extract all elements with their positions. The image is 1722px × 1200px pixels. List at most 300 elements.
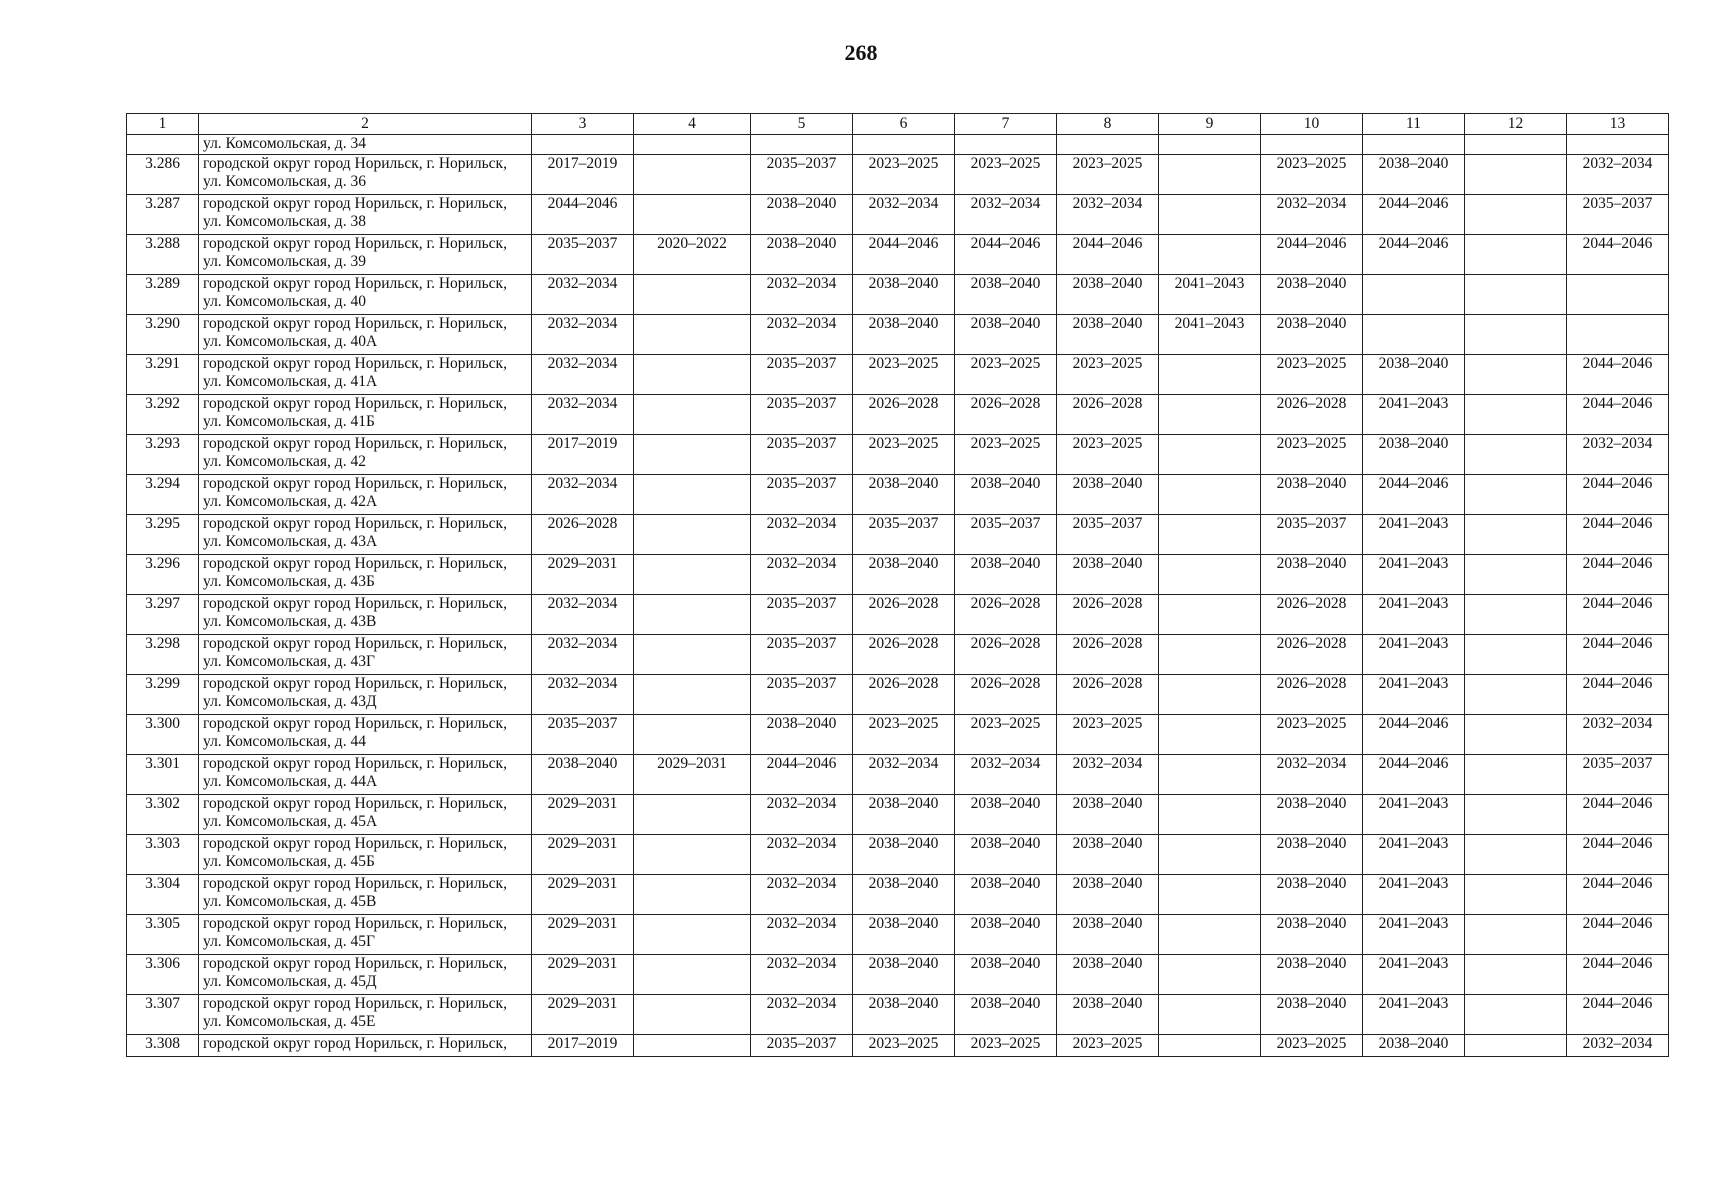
cell-address [199, 835, 532, 875]
table-row [127, 835, 1669, 875]
cell-num: 3.289 [127, 275, 199, 315]
cell-c4 [634, 315, 751, 355]
cell-c4 [634, 1035, 751, 1057]
cell-c13: 2032–2034 [1567, 1035, 1669, 1057]
cell-c10: 2026–2028 [1261, 395, 1363, 435]
column-header: 11 [1363, 114, 1465, 135]
cell-address [199, 355, 532, 395]
cell-c9 [1159, 235, 1261, 275]
cell-c7: 2038–2040 [955, 275, 1057, 315]
table-row [127, 315, 1669, 355]
cell-c10: 2023–2025 [1261, 355, 1363, 395]
cell-c13: 2044–2046 [1567, 235, 1669, 275]
cell-c5: 2035–2037 [751, 595, 853, 635]
cell-num: 3.302 [127, 795, 199, 835]
address-line-2: ул. Комсомольская, д. 44 [203, 733, 366, 750]
cell-c11: 2041–2043 [1363, 835, 1465, 875]
cell-c12 [1465, 715, 1567, 755]
table-row [127, 155, 1669, 195]
page-number: 268 [844, 40, 878, 65]
cell-c4 [634, 675, 751, 715]
cell-c8: 2038–2040 [1057, 475, 1159, 515]
cell-c4 [634, 795, 751, 835]
cell-c12 [1465, 875, 1567, 915]
cell-address [199, 755, 532, 795]
cell-c13: 2044–2046 [1567, 395, 1669, 435]
address-line-2: ул. Комсомольская, д. 43В [203, 613, 377, 630]
cell-c8: 2035–2037 [1057, 515, 1159, 555]
cell-c11: 2041–2043 [1363, 915, 1465, 955]
cell-c9 [1159, 675, 1261, 715]
cell-c7: 2038–2040 [955, 915, 1057, 955]
table-row [127, 435, 1669, 475]
cell-c9 [1159, 355, 1261, 395]
cell-c8: 2038–2040 [1057, 875, 1159, 915]
cell-c11: 2044–2046 [1363, 755, 1465, 795]
cell-c6: 2026–2028 [853, 395, 955, 435]
cell-c8: 2026–2028 [1057, 675, 1159, 715]
cell-c7: 2026–2028 [955, 395, 1057, 435]
column-header: 12 [1465, 114, 1567, 135]
address-line-2: ул. Комсомольская, д. 45В [203, 893, 377, 910]
address-line-1: городской округ город Норильск, г. Норильск, [203, 1035, 507, 1052]
cell-c12 [1465, 795, 1567, 835]
cell-c10: 2038–2040 [1261, 795, 1363, 835]
cell-c6: 2038–2040 [853, 995, 955, 1035]
cell-address [199, 155, 532, 195]
cell-c12 [1465, 675, 1567, 715]
cell-c10: 2023–2025 [1261, 155, 1363, 195]
cell-c5: 2032–2034 [751, 955, 853, 995]
address-line-2: ул. Комсомольская, д. 41Б [203, 413, 375, 430]
cell-c12 [1465, 235, 1567, 275]
cell-c7: 2038–2040 [955, 955, 1057, 995]
cell-c13: 2044–2046 [1567, 875, 1669, 915]
table-row [127, 995, 1669, 1035]
cell-c12 [1465, 955, 1567, 995]
cell-address [199, 515, 532, 555]
cell-c6: 2038–2040 [853, 915, 955, 955]
cell-c5: 2035–2037 [751, 355, 853, 395]
cell-c13: 2044–2046 [1567, 515, 1669, 555]
cell-c12 [1465, 315, 1567, 355]
table-row [127, 635, 1669, 675]
cell-address [199, 395, 532, 435]
cell-c7: 2026–2028 [955, 635, 1057, 675]
cell-c11: 2041–2043 [1363, 555, 1465, 595]
cell-c7: 2038–2040 [955, 875, 1057, 915]
cell-num: 3.303 [127, 835, 199, 875]
cell-c6: 2044–2046 [853, 235, 955, 275]
cell-c3: 2032–2034 [532, 475, 634, 515]
cell-num: 3.300 [127, 715, 199, 755]
address-line-2: ул. Комсомольская, д. 44А [203, 773, 378, 790]
cell-c3: 2029–2031 [532, 955, 634, 995]
cell-c8: 2038–2040 [1057, 955, 1159, 995]
cell-c13: 2044–2046 [1567, 835, 1669, 875]
cell-c6: 2032–2034 [853, 195, 955, 235]
cell-c6: 2038–2040 [853, 795, 955, 835]
cell-c3: 2029–2031 [532, 795, 634, 835]
cell-c11: 2041–2043 [1363, 635, 1465, 675]
address-line-1: городской округ город Норильск, г. Норильск, [203, 835, 507, 852]
cell-c3: 2026–2028 [532, 515, 634, 555]
cell-c4 [634, 435, 751, 475]
cell-c7: 2038–2040 [955, 315, 1057, 355]
address-line-1: городской округ город Норильск, г. Норильск, [203, 235, 507, 252]
address-line-2: ул. Комсомольская, д. 43Г [203, 653, 375, 670]
column-header: 2 [199, 114, 532, 135]
cell-c3: 2029–2031 [532, 555, 634, 595]
cell-c10: 2038–2040 [1261, 475, 1363, 515]
cell-c10: 2023–2025 [1261, 715, 1363, 755]
cell-c10: 2038–2040 [1261, 555, 1363, 595]
cell-address [199, 795, 532, 835]
cell-c10: 2038–2040 [1261, 875, 1363, 915]
cell-c11 [1363, 275, 1465, 315]
cell-c5: 2035–2037 [751, 675, 853, 715]
cell-num: 3.287 [127, 195, 199, 235]
cell-c10: 2032–2034 [1261, 755, 1363, 795]
table-row [127, 555, 1669, 595]
cell-c10: 2032–2034 [1261, 195, 1363, 235]
cell-c12 [1465, 835, 1567, 875]
cell-c10: 2026–2028 [1261, 595, 1363, 635]
cell-c5: 2032–2034 [751, 835, 853, 875]
cell-c9 [1159, 1035, 1261, 1057]
cell-c8: 2038–2040 [1057, 315, 1159, 355]
cell-address [199, 315, 532, 355]
address-line-2: ул. Комсомольская, д. 40 [203, 293, 366, 310]
cell-c13 [1567, 315, 1669, 355]
cell-c6: 2038–2040 [853, 475, 955, 515]
cell-c9 [1159, 435, 1261, 475]
cell-c12 [1465, 515, 1567, 555]
cell-c11: 2041–2043 [1363, 955, 1465, 995]
address-line-1: городской округ город Норильск, г. Норильск, [203, 155, 507, 172]
cell-c12 [1465, 475, 1567, 515]
address-line-2: ул. Комсомольская, д. 43Д [203, 693, 377, 710]
cell-address: ул. Комсомольская, д. 34 [199, 135, 532, 155]
cell-c10: 2044–2046 [1261, 235, 1363, 275]
table-row [127, 515, 1669, 555]
cell-c8: 2023–2025 [1057, 435, 1159, 475]
address-line-2: ул. Комсомольская, д. 45Е [203, 1013, 376, 1030]
data-table [126, 113, 1669, 1057]
cell-c5: 2032–2034 [751, 275, 853, 315]
table-row [127, 875, 1669, 915]
column-header: 6 [853, 114, 955, 135]
cell-c5: 2038–2040 [751, 195, 853, 235]
column-header: 1 [127, 114, 199, 135]
cell-c9 [1159, 595, 1261, 635]
column-header: 8 [1057, 114, 1159, 135]
cell-c5: 2035–2037 [751, 1035, 853, 1057]
address-line-2: ул. Комсомольская, д. 42А [203, 493, 378, 510]
table-row [127, 395, 1669, 435]
address-line-1: городской округ город Норильск, г. Норильск, [203, 795, 507, 812]
cell-c12 [1465, 155, 1567, 195]
cell-c4 [634, 395, 751, 435]
cell-c8: 2038–2040 [1057, 995, 1159, 1035]
cell-num: 3.298 [127, 635, 199, 675]
address-line-1: городской округ город Норильск, г. Норильск, [203, 955, 507, 972]
cell-c6: 2023–2025 [853, 715, 955, 755]
cell-c7: 2038–2040 [955, 995, 1057, 1035]
cell-address [199, 915, 532, 955]
address-line-1: городской округ город Норильск, г. Норильск, [203, 915, 507, 932]
cell-c5: 2035–2037 [751, 435, 853, 475]
address-line-1: городской округ город Норильск, г. Норильск, [203, 515, 507, 532]
cell-c6: 2038–2040 [853, 555, 955, 595]
address-line-1: городской округ город Норильск, г. Норильск, [203, 875, 507, 892]
cell-c9: 2041–2043 [1159, 315, 1261, 355]
cell-c13: 2044–2046 [1567, 355, 1669, 395]
cell-c11: 2041–2043 [1363, 995, 1465, 1035]
cell-num: 3.295 [127, 515, 199, 555]
address-line-1: городской округ город Норильск, г. Норильск, [203, 275, 507, 292]
table-row [127, 355, 1669, 395]
cell-c8: 2038–2040 [1057, 275, 1159, 315]
cell-c3: 2029–2031 [532, 915, 634, 955]
cell-c3: 2032–2034 [532, 675, 634, 715]
cell-num [127, 135, 199, 155]
cell-c3: 2032–2034 [532, 635, 634, 675]
cell-c6: 2026–2028 [853, 595, 955, 635]
cell-c6: 2023–2025 [853, 155, 955, 195]
cell-c10: 2023–2025 [1261, 1035, 1363, 1057]
cell-c9 [1159, 515, 1261, 555]
table-row [127, 475, 1669, 515]
cell-c6: 2023–2025 [853, 355, 955, 395]
cell-c4 [634, 995, 751, 1035]
cell-c4 [634, 475, 751, 515]
cell-c4 [634, 635, 751, 675]
cell-c4 [634, 835, 751, 875]
cell-c12 [1465, 435, 1567, 475]
cell-c12 [1465, 275, 1567, 315]
address-line-2: ул. Комсомольская, д. 41А [203, 373, 378, 390]
cell-address [199, 275, 532, 315]
cell-c4 [634, 515, 751, 555]
cell-num: 3.304 [127, 875, 199, 915]
table-row [127, 715, 1669, 755]
cell-c12 [1465, 635, 1567, 675]
column-header: 3 [532, 114, 634, 135]
cell-c7: 2023–2025 [955, 715, 1057, 755]
cell-c13: 2032–2034 [1567, 435, 1669, 475]
cell-c4 [634, 195, 751, 235]
table-row [127, 1035, 1669, 1057]
cell-c7: 2035–2037 [955, 515, 1057, 555]
cell-c7: 2023–2025 [955, 155, 1057, 195]
cell-c7: 2038–2040 [955, 835, 1057, 875]
column-header: 7 [955, 114, 1057, 135]
cell-num: 3.306 [127, 955, 199, 995]
cell-c8: 2044–2046 [1057, 235, 1159, 275]
cell-c13: 2044–2046 [1567, 675, 1669, 715]
cell-c8: 2038–2040 [1057, 835, 1159, 875]
cell-c3: 2029–2031 [532, 995, 634, 1035]
address-line-1: городской округ город Норильск, г. Норильск, [203, 675, 507, 692]
cell-c13: 2044–2046 [1567, 795, 1669, 835]
cell-c6: 2038–2040 [853, 955, 955, 995]
address-line-1: городской округ город Норильск, г. Норильск, [203, 715, 507, 732]
address-line-1: городской округ город Норильск, г. Норильск, [203, 395, 507, 412]
cell-c3: 2017–2019 [532, 1035, 634, 1057]
column-header: 9 [1159, 114, 1261, 135]
cell-num: 3.291 [127, 355, 199, 395]
cell-c9 [1159, 795, 1261, 835]
cell-c5: 2038–2040 [751, 235, 853, 275]
cell-c6: 2038–2040 [853, 315, 955, 355]
cell-c5: 2035–2037 [751, 155, 853, 195]
cell-c11: 2044–2046 [1363, 475, 1465, 515]
cell-c4 [634, 355, 751, 395]
cell-c5: 2032–2034 [751, 555, 853, 595]
address-line-1: городской округ город Норильск, г. Норильск, [203, 995, 507, 1012]
cell-c9 [1159, 875, 1261, 915]
column-header: 13 [1567, 114, 1669, 135]
table-row [127, 955, 1669, 995]
cell-c3: 2017–2019 [532, 155, 634, 195]
cell-c6: 2026–2028 [853, 675, 955, 715]
header-row [127, 114, 1669, 135]
cell-c11: 2044–2046 [1363, 195, 1465, 235]
cell-c6: 2026–2028 [853, 635, 955, 675]
cell-c9 [1159, 555, 1261, 595]
address-line-2: ул. Комсомольская, д. 45Г [203, 933, 375, 950]
cell-c12 [1465, 1035, 1567, 1057]
cell-c13: 2044–2046 [1567, 595, 1669, 635]
cell-address [199, 995, 532, 1035]
cell-c7: 2032–2034 [955, 195, 1057, 235]
cell-c10: 2026–2028 [1261, 635, 1363, 675]
cell-c9 [1159, 955, 1261, 995]
cell-c7: 2038–2040 [955, 475, 1057, 515]
table-row [127, 675, 1669, 715]
cell-num: 3.292 [127, 395, 199, 435]
address-line-2: ул. Комсомольская, д. 43А [203, 533, 378, 550]
address-line-1: городской округ город Норильск, г. Норильск, [203, 355, 507, 372]
cell-c5: 2032–2034 [751, 915, 853, 955]
cell-c4 [634, 715, 751, 755]
address-line-1: городской округ город Норильск, г. Норильск, [203, 635, 507, 652]
cell-c7: 2023–2025 [955, 1035, 1057, 1057]
cell-c3: 2032–2034 [532, 595, 634, 635]
cell-c8: 2032–2034 [1057, 755, 1159, 795]
cell-c9 [1159, 755, 1261, 795]
cell-c12 [1465, 595, 1567, 635]
cell-c4 [634, 915, 751, 955]
cell-c3: 2044–2046 [532, 195, 634, 235]
cell-c7: 2032–2034 [955, 755, 1057, 795]
cell-c3: 2032–2034 [532, 315, 634, 355]
cell-c9 [1159, 395, 1261, 435]
cell-c5: 2044–2046 [751, 755, 853, 795]
cell-num: 3.301 [127, 755, 199, 795]
cell-c13: 2032–2034 [1567, 155, 1669, 195]
cell-num: 3.307 [127, 995, 199, 1035]
cell-c11: 2038–2040 [1363, 155, 1465, 195]
cell-c6: 2023–2025 [853, 1035, 955, 1057]
cell-address [199, 875, 532, 915]
cell-c9 [1159, 475, 1261, 515]
cell-c7: 2038–2040 [955, 555, 1057, 595]
cell-c13: 2044–2046 [1567, 915, 1669, 955]
cell-address [199, 235, 532, 275]
cell-c8: 2023–2025 [1057, 715, 1159, 755]
cell-c5: 2035–2037 [751, 395, 853, 435]
cell-num: 3.286 [127, 155, 199, 195]
cell-c4: 2020–2022 [634, 235, 751, 275]
cell-c3: 2035–2037 [532, 715, 634, 755]
cell-c6: 2038–2040 [853, 875, 955, 915]
cell-c4 [634, 555, 751, 595]
cell-c5: 2032–2034 [751, 875, 853, 915]
address-line-1: городской округ город Норильск, г. Норильск, [203, 755, 507, 772]
cell-address [199, 475, 532, 515]
cell-c12 [1465, 755, 1567, 795]
cell-c13: 2032–2034 [1567, 715, 1669, 755]
cell-c4 [634, 955, 751, 995]
cell-c13: 2035–2037 [1567, 195, 1669, 235]
cell-c11: 2038–2040 [1363, 355, 1465, 395]
cell-c4: 2029–2031 [634, 755, 751, 795]
cell-c7: 2026–2028 [955, 595, 1057, 635]
cell-c10: 2035–2037 [1261, 515, 1363, 555]
cell-address [199, 675, 532, 715]
table-row [127, 595, 1669, 635]
cell-c6: 2023–2025 [853, 435, 955, 475]
cell-c11: 2041–2043 [1363, 875, 1465, 915]
table-row [127, 235, 1669, 275]
cell-c10: 2038–2040 [1261, 315, 1363, 355]
cell-c3: 2032–2034 [532, 395, 634, 435]
cell-c8: 2026–2028 [1057, 395, 1159, 435]
cell-c8: 2032–2034 [1057, 195, 1159, 235]
cell-c9 [1159, 995, 1261, 1035]
cell-c12 [1465, 915, 1567, 955]
cell-c13: 2044–2046 [1567, 475, 1669, 515]
cell-c8: 2023–2025 [1057, 1035, 1159, 1057]
cell-c11: 2038–2040 [1363, 435, 1465, 475]
address-line-2: ул. Комсомольская, д. 39 [203, 253, 366, 270]
address-line-2: ул. Комсомольская, д. 43Б [203, 573, 375, 590]
cell-num: 3.288 [127, 235, 199, 275]
cell-c8: 2026–2028 [1057, 595, 1159, 635]
cell-c7: 2026–2028 [955, 675, 1057, 715]
cell-num: 3.299 [127, 675, 199, 715]
address-line-2: ул. Комсомольская, д. 45А [203, 813, 378, 830]
address-line-1: городской округ город Норильск, г. Норильск, [203, 435, 507, 452]
cell-c9 [1159, 195, 1261, 235]
table-row [127, 195, 1669, 235]
cell-c10: 2038–2040 [1261, 275, 1363, 315]
cell-c11: 2041–2043 [1363, 795, 1465, 835]
cell-c10: 2038–2040 [1261, 835, 1363, 875]
cell-c8: 2038–2040 [1057, 795, 1159, 835]
cell-c3: 2017–2019 [532, 435, 634, 475]
cell-c7: 2023–2025 [955, 435, 1057, 475]
cell-c8: 2038–2040 [1057, 915, 1159, 955]
cell-c13: 2044–2046 [1567, 995, 1669, 1035]
address-line-2: ул. Комсомольская, д. 38 [203, 213, 366, 230]
column-header: 10 [1261, 114, 1363, 135]
address-line-2: ул. Комсомольская, д. 36 [203, 173, 366, 190]
cell-c10: 2026–2028 [1261, 675, 1363, 715]
address-line-1: городской округ город Норильск, г. Норильск, [203, 555, 507, 572]
